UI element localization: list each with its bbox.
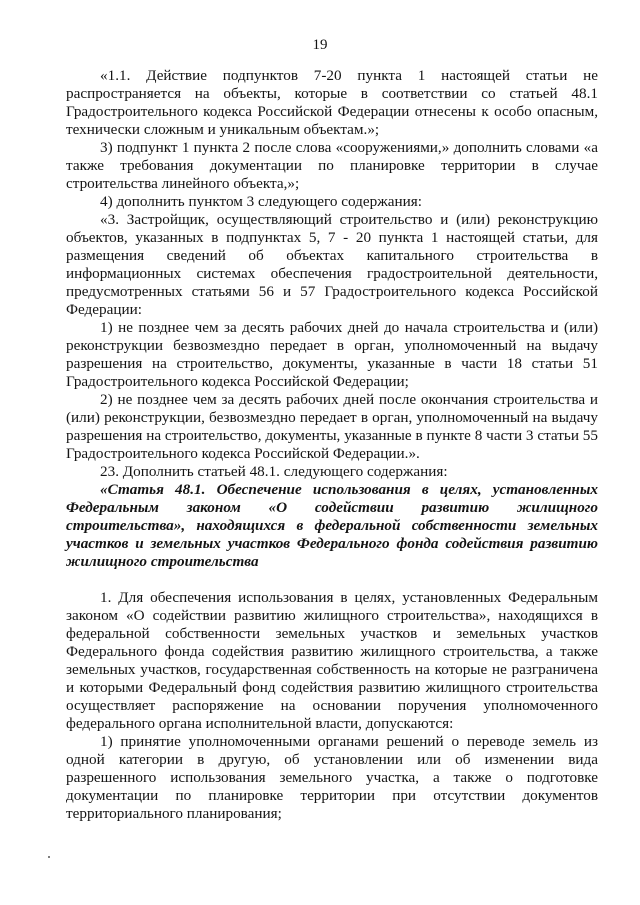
paragraph-point-3: «3. Застройщик, осуществляющий строительство и (или) реконструкцию объектов, указанных в подпунктах 5, 7 - 20 пункта 1 настоящей статьи, для размещения сведений об объектах капитального строительства в информационных системах обеспечения градостроительной деятельности, предусмотренных статьями 56 и 57 Градостроительного кодекса Российской Федерации: xyxy=(66,211,598,318)
scan-speck xyxy=(48,856,50,858)
paragraph-item-4: 4) дополнить пунктом 3 следующего содержания: xyxy=(100,193,422,210)
article-paragraph-item-1: 1) принятие уполномоченными органами решений о переводе земель из одной категории в другую, об установлении или об изменении вида разрешенного использования земельного участка, а также о подготовке документации по планировке территории при отсутствии документов территориального планирования; xyxy=(66,733,598,822)
paragraph-subitem-1: 1) не позднее чем за десять рабочих дней до начала строительства и (или) реконструкции безвозмездно передает в орган, уполномоченный на выдачу разрешения на строительство, документы, указанные в части 18 статьи 51 Градостроительного кодекса Российской Федерации; xyxy=(66,319,598,390)
paragraph-item-3: 3) подпункт 1 пункта 2 после слова «сооружениями,» дополнить словами «а также требования документации по планировке территории в случае строительства линейного объекта,»; xyxy=(66,139,598,192)
article-heading: «Статья 48.1. Обеспечение использования в целях, установленных Федеральным законом «О содействии развитию жилищного строительства», находящихся в федеральной собственности земельных участков и земельных участков Федерального фонда содействия развитию жилищного строительства xyxy=(66,481,598,570)
section-spacer xyxy=(66,571,598,589)
paragraph-item-23: 23. Дополнить статьей 48.1. следующего содержания: xyxy=(100,463,448,480)
article-paragraph-1: 1. Для обеспечения использования в целях, установленных Федеральным законом «О содействии развитию жилищного строительства», находящихся в федеральной собственности земельных участков и земельных участков Федерального фонда содействия развитию жилищного строительства, а также земельных участков, государственная собственность на которые не разграничена и которыми Федеральный фонд содействия развитию жилищного строительства осуществляет распоряжение на основании поручения уполномоченного федерального органа исполнительной власти, допускаются: xyxy=(66,589,598,732)
paragraph-subitem-2: 2) не позднее чем за десять рабочих дней после окончания строительства и (или) реконструкции, безвозмездно передает в орган, уполномоченный на выдачу разрешения на строительство, документы, указанные в пункте 8 части 3 статьи 55 Градостроительного кодекса Российской Федерации.». xyxy=(66,391,598,462)
paragraph-1-1: «1.1. Действие подпунктов 7-20 пункта 1 настоящей статьи не распространяется на объекты, которые в соответствии со статьей 48.1 Градостроительного кодекса Российской Федерации отнесены к особо опасным, технически сложным и уникальным объектам.»; xyxy=(66,67,598,138)
document-body xyxy=(66,67,598,823)
page-number: 19 xyxy=(312,37,328,53)
